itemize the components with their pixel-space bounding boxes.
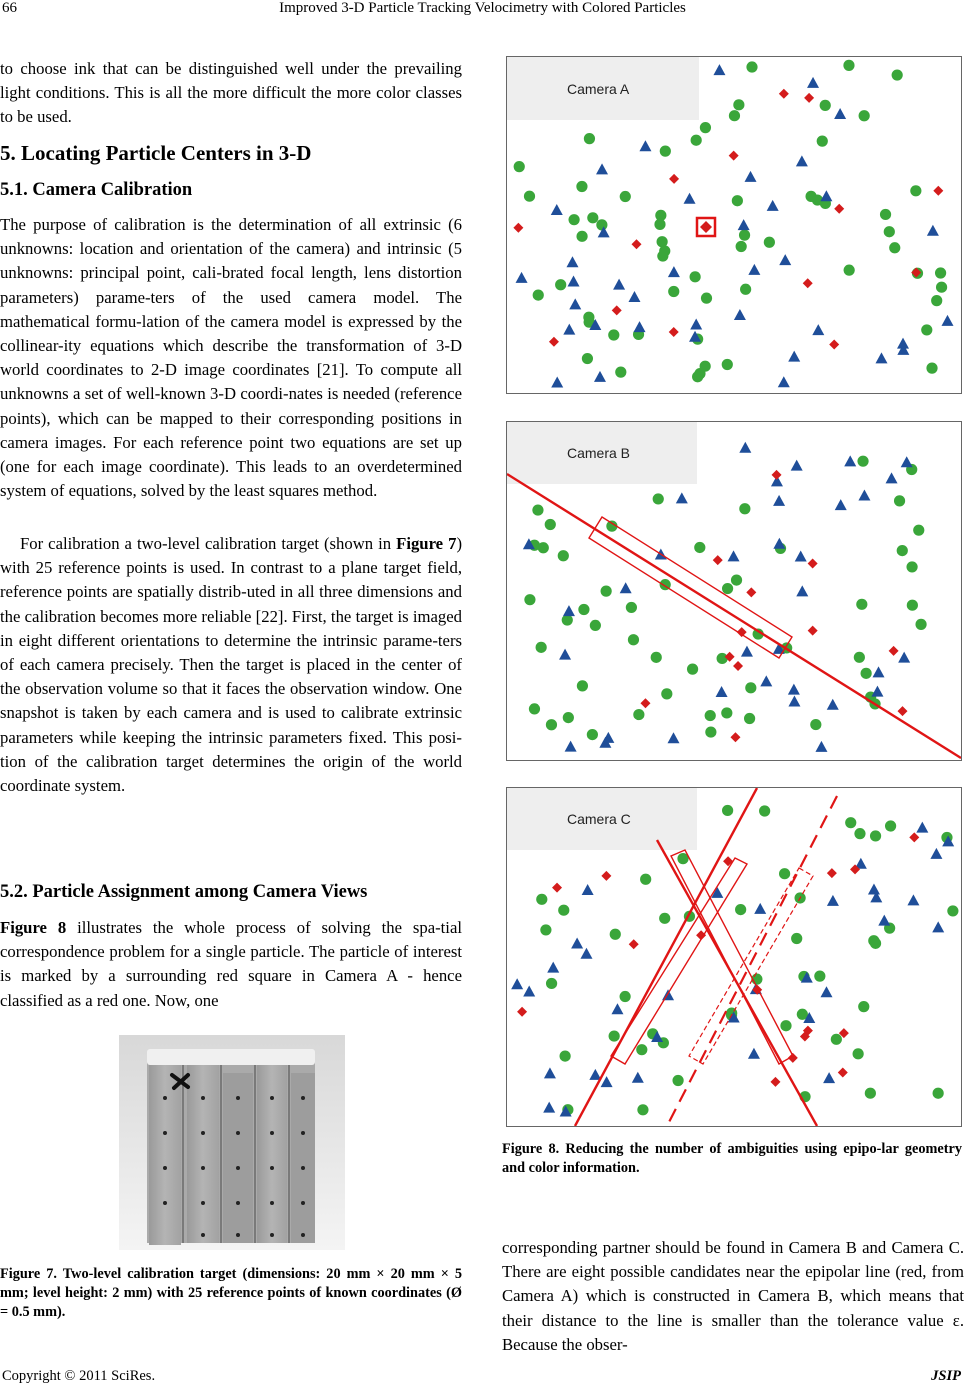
blue-particle — [868, 883, 880, 894]
red-particle — [779, 89, 789, 99]
blue-particle — [741, 646, 753, 657]
red-particle — [601, 871, 611, 881]
green-particle — [926, 363, 937, 374]
blue-particle — [858, 489, 870, 500]
green-particle — [814, 971, 825, 982]
green-particle — [578, 604, 589, 615]
particle-layer — [511, 805, 958, 1117]
green-particle — [546, 978, 557, 989]
blue-particle — [668, 266, 680, 277]
green-particle — [654, 219, 665, 230]
blue-particle — [613, 279, 625, 290]
green-particle — [691, 135, 702, 146]
green-particle — [568, 214, 579, 225]
green-particle — [907, 600, 918, 611]
blue-particle — [639, 140, 651, 151]
blue-particle — [559, 649, 571, 660]
red-particle — [808, 626, 818, 636]
blue-particle — [738, 219, 750, 230]
green-particle — [636, 1044, 647, 1055]
particle-layer — [523, 442, 927, 752]
green-particle — [610, 929, 621, 940]
green-particle — [558, 905, 569, 916]
blue-particle — [551, 376, 563, 387]
green-particle — [729, 110, 740, 121]
green-particle — [947, 905, 958, 916]
red-particle — [669, 327, 679, 337]
green-particle — [514, 161, 525, 172]
red-particle — [746, 587, 756, 597]
blue-particle — [602, 732, 614, 743]
blue-particle — [897, 338, 909, 349]
blue-particle — [886, 472, 898, 483]
green-particle — [717, 653, 728, 664]
blue-particle — [728, 550, 740, 561]
green-particle — [759, 805, 770, 816]
green-particle — [810, 719, 821, 730]
red-particle — [517, 1007, 527, 1017]
green-particle — [701, 293, 712, 304]
green-particle — [661, 688, 672, 699]
green-particle — [558, 550, 569, 561]
red-particle — [549, 337, 559, 347]
green-particle — [533, 289, 544, 300]
continuation-paragraph: corresponding partner should be found in Camera B and Camera C. There are eight possible candidates near the epipolar line (red, from Camera A) which is constructed in Camera B, which means that their distance to the line is smaller than the tolerance value ε. Because the obser- — [502, 1238, 964, 1354]
green-particle — [854, 652, 865, 663]
camera-b-label: Camera B — [567, 445, 631, 461]
subsection-assignment-title: 5.2. Particle Assignment among Camera Views — [0, 882, 368, 902]
green-particle — [913, 525, 924, 536]
figure8-reference: Figure 8 — [0, 918, 67, 937]
blue-particle — [778, 376, 790, 387]
red-particle — [632, 239, 642, 249]
blue-particle — [620, 582, 632, 593]
blue-particle — [835, 499, 847, 510]
assignment-paragraph: Figure 8 illustrates the whole process of solving the spa-tial correspondence problem for a single particle. The particle of interest is marked by a surrounding red square in Camera A - hence classified as a red one. Now, one — [0, 918, 462, 1010]
blue-particle — [754, 903, 766, 914]
blue-particle — [788, 696, 800, 707]
green-particle — [736, 241, 747, 252]
blue-particle — [745, 171, 757, 182]
green-particle — [780, 1020, 791, 1031]
blue-particle — [667, 732, 679, 743]
blue-particle — [788, 684, 800, 695]
subsection-calibration-title: 5.1. Camera Calibration — [0, 180, 193, 200]
camera-c-label: Camera C — [567, 811, 631, 827]
blue-particle — [511, 978, 523, 989]
green-particle — [935, 267, 946, 278]
blue-particle — [767, 200, 779, 211]
red-particle — [838, 1068, 848, 1078]
green-particle — [555, 279, 566, 290]
green-particle — [705, 710, 716, 721]
camera-a-panel — [506, 56, 962, 394]
blue-particle — [930, 848, 942, 859]
camera-c-panel — [506, 787, 962, 1127]
green-particle — [690, 271, 701, 282]
green-particle — [620, 191, 631, 202]
blue-particle — [516, 272, 528, 283]
red-particle — [827, 868, 837, 878]
blue-particle — [796, 585, 808, 596]
green-particle — [640, 874, 651, 885]
green-particle — [584, 133, 595, 144]
red-particle — [733, 661, 743, 671]
blue-particle — [916, 822, 928, 833]
red-particle — [729, 151, 739, 161]
green-particle — [587, 212, 598, 223]
blue-particle — [551, 204, 563, 215]
green-particle — [733, 99, 744, 110]
red-particle — [640, 698, 650, 708]
blue-particle — [820, 986, 832, 997]
blue-particle — [941, 315, 953, 326]
green-particle — [931, 295, 942, 306]
green-particle — [936, 282, 947, 293]
camera-b-panel — [506, 421, 962, 761]
green-particle — [626, 602, 637, 613]
green-particle — [746, 61, 757, 72]
green-particle — [659, 913, 670, 924]
blue-particle — [547, 962, 559, 973]
green-particle — [732, 195, 743, 206]
green-particle — [576, 231, 587, 242]
blue-particle — [873, 666, 885, 677]
green-particle — [620, 991, 631, 1002]
green-particle — [596, 219, 607, 230]
page-number: 66 — [2, 0, 17, 16]
green-particle — [582, 353, 593, 364]
blue-particle — [568, 276, 580, 287]
blue-particle — [844, 455, 856, 466]
green-particle — [722, 583, 733, 594]
blue-particle — [820, 190, 832, 201]
green-particle — [859, 110, 870, 121]
green-particle — [739, 230, 750, 241]
blue-particle — [875, 352, 887, 363]
green-particle — [540, 924, 551, 935]
green-particle — [722, 359, 733, 370]
green-particle — [820, 100, 831, 111]
green-particle — [653, 493, 664, 504]
blue-particle — [748, 1048, 760, 1059]
green-particle — [694, 542, 705, 553]
blue-particle — [795, 551, 807, 562]
green-particle — [668, 286, 679, 297]
blue-particle — [779, 254, 791, 265]
green-particle — [700, 361, 711, 372]
red-particle — [897, 706, 907, 716]
blue-particle — [596, 163, 608, 174]
green-particle — [590, 620, 601, 631]
blue-particle — [791, 460, 803, 471]
green-particle — [687, 664, 698, 675]
green-particle — [524, 594, 535, 605]
green-particle — [615, 367, 626, 378]
red-particle — [889, 646, 899, 656]
red-particle — [834, 204, 844, 214]
green-particle — [524, 191, 535, 202]
green-particle — [705, 726, 716, 737]
blue-particle — [716, 686, 728, 697]
green-particle — [608, 329, 619, 340]
blue-particle — [927, 225, 939, 236]
green-particle — [884, 226, 895, 237]
blue-particle — [827, 699, 839, 710]
green-particle — [906, 561, 917, 572]
green-particle — [735, 904, 746, 915]
journal-name: JSIP — [931, 1368, 961, 1384]
blue-particle — [632, 1072, 644, 1083]
green-particle — [856, 599, 867, 610]
green-particle — [889, 242, 900, 253]
green-particle — [779, 868, 790, 879]
green-particle — [546, 719, 557, 730]
green-particle — [858, 1001, 869, 1012]
green-particle — [700, 122, 711, 133]
red-particle — [770, 1077, 780, 1087]
red-particle — [669, 174, 679, 184]
green-particle — [722, 805, 733, 816]
figure7-photo — [119, 1035, 345, 1250]
green-particle — [560, 1050, 571, 1061]
red-particle — [629, 939, 639, 949]
blue-particle — [788, 351, 800, 362]
green-particle — [933, 1088, 944, 1099]
green-particle — [739, 503, 750, 514]
blue-particle — [690, 318, 702, 329]
green-particle — [587, 729, 598, 740]
blue-particle — [739, 442, 751, 453]
blue-particle — [748, 264, 760, 275]
blue-particle — [907, 894, 919, 905]
blue-particle — [582, 884, 594, 895]
green-particle — [910, 185, 921, 196]
intro-paragraph: to choose ink that can be distinguished well under the prevailing light conditions. This is all the more difficult the more color classes to be used. — [0, 59, 462, 127]
green-particle — [764, 237, 775, 248]
red-particle — [513, 223, 523, 233]
green-particle — [529, 703, 540, 714]
green-particle — [609, 1030, 620, 1041]
green-particle — [885, 820, 896, 831]
red-particle — [772, 470, 782, 480]
red-particle — [808, 558, 818, 568]
blue-particle — [684, 193, 696, 204]
blue-particle — [601, 1076, 613, 1087]
green-particle — [921, 324, 932, 335]
blue-particle — [932, 921, 944, 932]
green-particle — [915, 619, 926, 630]
red-particle — [552, 883, 562, 893]
green-particle — [853, 1048, 864, 1059]
green-particle — [870, 938, 881, 949]
figure8-caption: Figure 8. Reducing the number of ambiguities using epipo-lar geometry and color information. — [502, 1141, 962, 1176]
blue-particle — [734, 309, 746, 320]
epipolar-line-b — [507, 474, 961, 758]
blue-particle — [563, 324, 575, 335]
blue-particle — [812, 324, 824, 335]
green-particle — [745, 682, 756, 693]
green-particle — [894, 495, 905, 506]
green-particle — [817, 136, 828, 147]
blue-particle — [571, 938, 583, 949]
green-particle — [601, 586, 612, 597]
green-particle — [744, 713, 755, 724]
running-title: Improved 3-D Particle Tracking Velocimetry with Colored Particles — [279, 0, 686, 16]
blue-particle — [628, 291, 640, 302]
blue-particle — [796, 155, 808, 166]
calibration-paragraph: The purpose of calibration is the determination of all extrinsic (6 unknowns: location and orientation of the camera) and intrinsic (5 unknowns: principal point, cali-brated focal length, lens distortion parameters) parame-ters of the used camera model. The mathematical formu-lation of the camera model is expressed by the collinear-ity equations which describe the transformation of 3-D world coordinates to 2-D image coordinates [21]. To compute all unknowns a set of well-known 3-D coordi-nates is needed (reference points), which can be mapped to their corresponding positions in camera images. For each reference point two equations are set up (one for each image coordinate). This leads to an overdetermined system of equations, solved by the least squares method. — [0, 215, 462, 501]
green-particle — [672, 1075, 683, 1086]
green-particle — [633, 709, 644, 720]
blue-particle — [713, 64, 725, 75]
red-particle — [612, 305, 622, 315]
green-particle — [545, 519, 556, 530]
blue-particle — [827, 895, 839, 906]
green-particle — [657, 250, 668, 261]
green-particle — [870, 830, 881, 841]
green-particle — [854, 828, 865, 839]
blue-particle — [823, 1072, 835, 1083]
green-particle — [843, 60, 854, 71]
figure7-caption: Figure 7. Two-level calibration target (dimensions: 20 mm × 20 mm × 5 mm; level height: 2 mm) with 25 reference points of known coordinates (Ø = 0.5 mm). — [0, 1266, 462, 1320]
blue-particle — [544, 1067, 556, 1078]
green-particle — [660, 146, 671, 157]
green-particle — [563, 712, 574, 723]
green-particle — [740, 284, 751, 295]
green-particle — [880, 209, 891, 220]
blue-particle — [565, 741, 577, 752]
section-title: 5. Locating Particle Centers in 3-D — [0, 141, 312, 165]
target-paragraph: For calibration a two-level calibration target (shown in Figure 7) with 25 reference points is used. In contrast to a plane target field, reference points are spatially distrib-uted in all three dimensions and the calibration becomes more reliable [22]. First, the target is imaged in eight different orientations to determine the intrinsic parame-ters of each camera precisely. Then the target is placed in the center of the observation volume so that it faces the observation window. One snapshot is taken by each camera and is used to calibrate extrinsic parameters while keeping the intrinsic parameters fixed. This posi-tion of the calibration target determines the origin of the world coordinate system. — [0, 534, 462, 796]
green-particle — [577, 680, 588, 691]
red-particle — [713, 555, 723, 565]
green-particle — [892, 69, 903, 80]
blue-particle — [878, 915, 890, 926]
green-particle — [791, 933, 802, 944]
blue-particle — [563, 605, 575, 616]
green-particle — [538, 542, 549, 553]
red-particle — [804, 93, 814, 103]
blue-particle — [773, 538, 785, 549]
blue-particle — [676, 492, 688, 503]
blue-particle — [523, 985, 535, 996]
blue-particle — [901, 456, 913, 467]
red-particle — [803, 278, 813, 288]
green-particle — [861, 668, 872, 679]
marked-particle — [697, 218, 715, 236]
camera-a-label: Camera A — [567, 81, 630, 97]
green-particle — [731, 574, 742, 585]
green-particle — [532, 504, 543, 515]
blue-particle — [834, 108, 846, 119]
blue-particle — [543, 1102, 555, 1113]
red-particle — [829, 339, 839, 349]
copyright-notice: Copyright © 2011 SciRes. — [2, 1368, 156, 1384]
green-particle — [844, 265, 855, 276]
green-particle — [536, 642, 547, 653]
green-particle — [651, 652, 662, 663]
green-particle — [857, 456, 868, 467]
green-particle — [576, 181, 587, 192]
red-particle — [909, 832, 919, 842]
green-particle — [865, 1088, 876, 1099]
green-particle — [637, 1104, 648, 1115]
blue-particle — [773, 495, 785, 506]
blue-particle — [580, 948, 592, 959]
blue-particle — [807, 77, 819, 88]
blue-particle — [566, 256, 578, 267]
blue-particle — [815, 741, 827, 752]
blue-particle — [611, 1003, 623, 1014]
blue-particle — [594, 371, 606, 382]
green-particle — [628, 634, 639, 645]
blue-particle — [871, 686, 883, 697]
green-particle — [831, 1034, 842, 1045]
red-particle — [730, 732, 740, 742]
blue-particle — [634, 321, 646, 332]
blue-particle — [760, 675, 772, 686]
green-particle — [721, 707, 732, 718]
green-particle — [845, 817, 856, 828]
figure7-reference: Figure 7 — [396, 534, 457, 553]
green-particle — [536, 894, 547, 905]
blue-particle — [569, 298, 581, 309]
red-particle — [933, 186, 943, 196]
blue-particle — [898, 652, 910, 663]
green-particle — [897, 545, 908, 556]
green-particle — [583, 312, 594, 323]
